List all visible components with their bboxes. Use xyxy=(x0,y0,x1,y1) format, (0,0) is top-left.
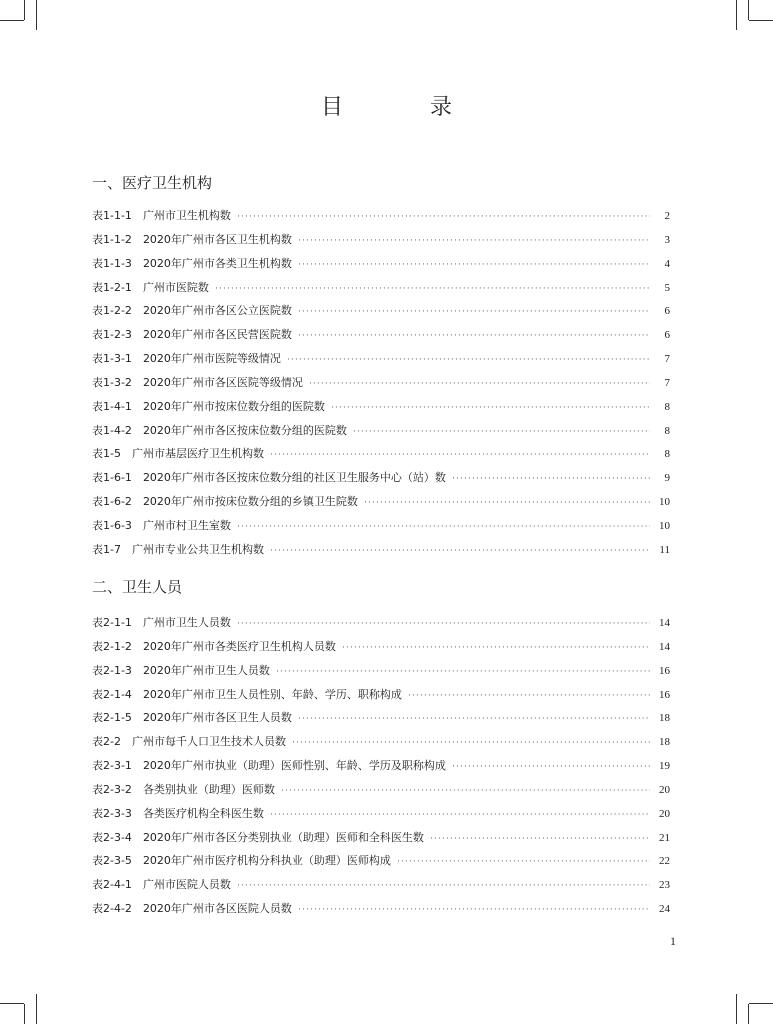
toc-entry-label: 表1-1-2 xyxy=(92,232,132,246)
dot-leader xyxy=(408,690,650,700)
dot-leader xyxy=(397,856,650,866)
toc-entry-label: 表1-3-2 xyxy=(92,375,132,389)
toc-entry-label: 表1-1-1 xyxy=(92,209,132,222)
toc-entry[interactable] xyxy=(92,445,670,469)
dot-leader xyxy=(237,618,650,628)
toc-entry-page: 18 xyxy=(659,736,670,749)
toc-entry[interactable] xyxy=(92,207,670,231)
crop-mark-top-left xyxy=(24,0,25,20)
toc-entry-page: 20 xyxy=(659,807,670,820)
toc-entry-label: 表1-5 xyxy=(92,447,121,461)
dot-leader xyxy=(331,402,650,412)
toc-entry-title: 广州市村卫生室数 xyxy=(142,518,231,532)
page-title: 目 录 xyxy=(321,95,492,120)
crop-mark-bottom-right xyxy=(748,1004,749,1024)
dot-leader xyxy=(281,785,650,795)
toc-entry-page: 16 xyxy=(659,688,670,701)
dot-leader xyxy=(298,259,650,269)
toc-entry-label: 表2-3-1 xyxy=(92,759,132,773)
toc-entry-title: 广州市医院人员数 xyxy=(142,878,231,892)
dot-leader xyxy=(276,666,650,676)
crop-mark-bottom-left xyxy=(0,1003,24,1004)
page-number: 1 xyxy=(670,934,676,948)
toc-entry[interactable] xyxy=(92,231,670,255)
toc-entry-title: 2020年广州市卫生人员数 xyxy=(142,663,270,677)
toc-entry-page: 3 xyxy=(664,233,670,246)
toc-entry[interactable] xyxy=(92,686,670,710)
toc-entry-page: 4 xyxy=(664,257,670,270)
toc-entry-title: 2020年广州市执业（助理）医师性别、年龄、学历及职称构成 xyxy=(142,759,446,773)
toc-entry-title: 2020年广州市各区分类别执业（助理）医师和全科医生数 xyxy=(142,830,424,844)
toc-entry-title: 2020年广州市各区公立医院数 xyxy=(142,304,292,318)
toc-entry-label: 表1-3-1 xyxy=(92,352,132,366)
toc-entry-title: 各类别执业（助理）医师数 xyxy=(142,782,275,796)
dot-leader xyxy=(298,330,650,340)
toc-entry-page: 10 xyxy=(659,496,670,509)
dot-leader xyxy=(237,521,650,531)
crop-mark-top-left xyxy=(36,0,37,30)
dot-leader xyxy=(287,354,650,364)
toc-entry-page: 6 xyxy=(664,329,670,342)
toc-entry-page: 21 xyxy=(659,831,670,844)
toc-entry-label: 表1-2-3 xyxy=(92,328,132,342)
toc-entry-title: 2020年广州市各区医院人员数 xyxy=(142,902,292,916)
toc-list-section-2 xyxy=(92,614,670,924)
toc-entry-title: 2020年广州市医疗机构分科执业（助理）医师构成 xyxy=(142,854,391,868)
toc-entry-label: 表1-6-1 xyxy=(92,471,132,485)
toc-entry-title: 2020年广州市各区医院等级情况 xyxy=(142,375,303,389)
toc-entry-label: 表2-1-1 xyxy=(92,616,132,629)
toc-entry-title: 2020年广州市各区民营医院数 xyxy=(142,328,292,342)
dot-leader xyxy=(342,642,650,652)
toc-entry-title: 2020年广州市按床位数分组的医院数 xyxy=(142,399,325,413)
toc-entry[interactable] xyxy=(92,900,670,924)
section-heading: 二、卫生人员 xyxy=(92,578,183,596)
crop-mark-top-right xyxy=(748,0,749,20)
toc-entry-page: 7 xyxy=(664,353,670,366)
toc-entry-title: 广州市卫生机构数 xyxy=(142,209,231,222)
toc-entry-label: 表1-1-3 xyxy=(92,256,132,270)
dot-leader xyxy=(298,306,650,316)
toc-entry-page: 14 xyxy=(659,640,670,653)
toc-entry-label: 表1-2-2 xyxy=(92,304,132,318)
toc-entry-label: 表2-3-5 xyxy=(92,854,132,868)
toc-entry-page: 2 xyxy=(664,210,670,222)
crop-mark-top-right xyxy=(749,20,773,21)
toc-entry[interactable] xyxy=(92,805,670,829)
toc-entry-label: 表2-4-1 xyxy=(92,878,132,892)
toc-entry-title: 2020年广州市按床位数分组的乡镇卫生院数 xyxy=(142,495,358,509)
toc-entry-label: 表2-2 xyxy=(92,735,121,749)
toc-entry[interactable] xyxy=(92,279,670,303)
toc-list-section-1 xyxy=(92,207,670,565)
toc-entry-title: 2020年广州市各类医疗卫生机构人员数 xyxy=(142,639,336,653)
toc-entry-title: 2020年广州市各区按床位数分组的医院数 xyxy=(142,423,347,437)
toc-entry-label: 表1-4-1 xyxy=(92,399,132,413)
toc-entry[interactable] xyxy=(92,781,670,805)
toc-entry[interactable] xyxy=(92,469,670,493)
toc-entry[interactable] xyxy=(92,662,670,686)
dot-leader xyxy=(309,378,650,388)
toc-entry[interactable] xyxy=(92,541,670,565)
toc-entry-title: 广州市医院数 xyxy=(142,280,209,294)
crop-mark-top-right xyxy=(736,0,737,30)
toc-entry-label: 表2-1-5 xyxy=(92,711,132,725)
crop-mark-bottom-right xyxy=(736,994,737,1024)
toc-entry-title: 广州市每千人口卫生技术人员数 xyxy=(131,735,286,749)
toc-entry[interactable] xyxy=(92,326,670,350)
toc-entry-page: 9 xyxy=(664,472,670,485)
toc-entry-page: 7 xyxy=(664,376,670,389)
toc-entry[interactable] xyxy=(92,422,670,446)
toc-entry-title: 2020年广州市各类卫生机构数 xyxy=(142,256,292,270)
dot-leader xyxy=(353,426,650,436)
dot-leader xyxy=(270,809,650,819)
dot-leader xyxy=(270,449,650,459)
toc-entry-title: 2020年广州市各区卫生人员数 xyxy=(142,711,292,725)
toc-entry-title: 2020年广州市医院等级情况 xyxy=(142,352,281,366)
toc-entry[interactable] xyxy=(92,493,670,517)
toc-entry-title: 2020年广州市卫生人员性别、年龄、学历、职称构成 xyxy=(142,687,402,701)
toc-entry[interactable] xyxy=(92,852,670,876)
dot-leader xyxy=(298,235,650,245)
toc-entry-label: 表2-3-4 xyxy=(92,830,132,844)
toc-entry-page: 23 xyxy=(659,879,670,892)
toc-entry-label: 表1-2-1 xyxy=(92,280,132,294)
dot-leader xyxy=(215,283,650,293)
dot-leader xyxy=(452,761,650,771)
toc-entry[interactable] xyxy=(92,398,670,422)
toc-entry-label: 表1-4-2 xyxy=(92,423,132,437)
toc-entry-page: 10 xyxy=(659,519,670,532)
toc-entry[interactable] xyxy=(92,374,670,398)
toc-entry-page: 8 xyxy=(664,400,670,413)
toc-entry-title: 各类医疗机构全科医生数 xyxy=(142,806,264,820)
section-heading: 一、医疗卫生机构 xyxy=(92,174,213,192)
toc-entry[interactable] xyxy=(92,350,670,374)
crop-mark-top-left xyxy=(0,20,24,21)
dot-leader xyxy=(364,497,650,507)
dot-leader xyxy=(298,904,650,914)
toc-entry[interactable] xyxy=(92,876,670,900)
toc-entry-page: 8 xyxy=(664,448,670,461)
toc-entry[interactable] xyxy=(92,638,670,662)
toc-entry-label: 表2-1-3 xyxy=(92,663,132,677)
toc-entry[interactable] xyxy=(92,255,670,279)
crop-mark-bottom-left xyxy=(36,994,37,1024)
dot-leader xyxy=(298,713,650,723)
toc-entry[interactable] xyxy=(92,709,670,733)
toc-entry-label: 表1-7 xyxy=(92,542,121,556)
toc-entry-title: 广州市专业公共卫生机构数 xyxy=(131,542,264,556)
toc-entry[interactable] xyxy=(92,829,670,853)
crop-mark-bottom-right xyxy=(749,1003,773,1004)
toc-entry-label: 表2-4-2 xyxy=(92,902,132,916)
dot-leader xyxy=(270,545,650,555)
toc-entry-label: 表2-1-4 xyxy=(92,687,132,701)
dot-leader xyxy=(292,737,650,747)
crop-mark-bottom-left xyxy=(24,1004,25,1024)
toc-entry-page: 8 xyxy=(664,424,670,437)
toc-entry-page: 5 xyxy=(664,281,670,294)
toc-entry-page: 19 xyxy=(659,760,670,773)
toc-entry-page: 16 xyxy=(659,664,670,677)
toc-entry-page: 22 xyxy=(659,855,670,868)
toc-entry-page: 6 xyxy=(664,305,670,318)
toc-entry-page: 18 xyxy=(659,712,670,725)
toc-entry-page: 24 xyxy=(659,903,670,916)
toc-entry-title: 广州市基层医疗卫生机构数 xyxy=(131,447,264,461)
toc-entry[interactable] xyxy=(92,302,670,326)
toc-entry-page: 14 xyxy=(659,617,670,629)
toc-entry-label: 表1-6-2 xyxy=(92,495,132,509)
toc-entry-title: 2020年广州市各区按床位数分组的社区卫生服务中心（站）数 xyxy=(142,471,446,485)
toc-entry-label: 表2-3-3 xyxy=(92,806,132,820)
toc-entry-label: 表2-1-2 xyxy=(92,639,132,653)
toc-entry[interactable] xyxy=(92,517,670,541)
toc-entry[interactable] xyxy=(92,733,670,757)
toc-entry-title: 2020年广州市各区卫生机构数 xyxy=(142,232,292,246)
dot-leader xyxy=(430,833,650,843)
toc-entry[interactable] xyxy=(92,614,670,638)
toc-entry-title: 广州市卫生人员数 xyxy=(142,616,231,629)
dot-leader xyxy=(237,211,650,221)
toc-entry-label: 表1-6-3 xyxy=(92,518,132,532)
dot-leader xyxy=(237,880,650,890)
toc-entry-label: 表2-3-2 xyxy=(92,782,132,796)
toc-entry-page: 11 xyxy=(659,543,670,556)
toc-entry[interactable] xyxy=(92,757,670,781)
dot-leader xyxy=(452,473,650,483)
toc-entry-page: 20 xyxy=(659,783,670,796)
